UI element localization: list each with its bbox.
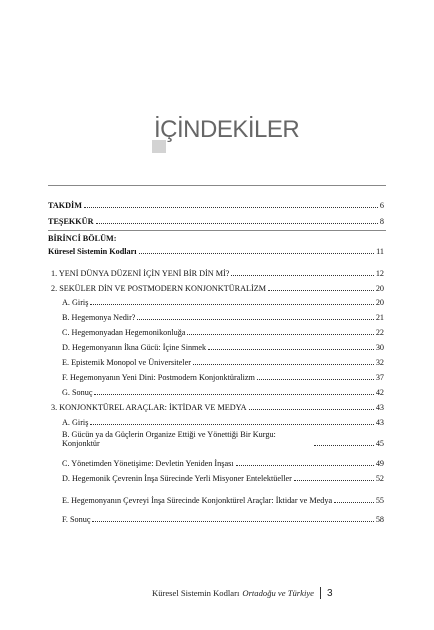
toc-item-page: 58 — [375, 515, 384, 524]
leader-dots — [249, 409, 374, 410]
leader-dots — [268, 290, 374, 291]
leader-dots — [84, 207, 378, 208]
toc-chapter-2 — [51, 279, 384, 293]
footer-subtitle: Ortadoğu ve Türkiye — [242, 588, 314, 598]
section-title-label: Küresel Sistemin Kodları — [48, 247, 137, 256]
toc-entry-tesekkur — [48, 212, 384, 226]
toc-item-page: 42 — [375, 388, 384, 397]
toc-item-page: 55 — [375, 496, 384, 505]
toc-entry-takdim — [48, 196, 384, 210]
leader-dots — [314, 445, 374, 446]
toc-chapter-3 — [51, 398, 384, 412]
toc-item-label: B. Gücün ya da Güçlerin Organize Ettiği ve Yönettiği Bir Kurgu: Konjonktür — [62, 430, 276, 448]
toc-item-label: F. Hegemonyanın Yeni Dini: Postmodern Konjonktüralizm — [62, 373, 255, 382]
page-footer — [152, 587, 377, 599]
leader-dots — [193, 364, 374, 365]
toc-entry-page: 6 — [379, 201, 384, 210]
toc-item-label: G. Sonuç — [62, 388, 93, 397]
toc-subitem — [62, 338, 384, 352]
toc-item-label: 1. YENİ DÜNYA DÜZENİ İÇİN YENİ BİR DİN Mİ? — [51, 269, 230, 278]
toc-item-label: A. Giriş — [62, 298, 89, 307]
toc-entry-label: TAKDİM — [48, 201, 82, 210]
leader-dots — [137, 319, 373, 320]
toc-item-label: A. Giriş — [62, 418, 89, 427]
toc-entry-label: TEŞEKKÜR — [48, 217, 94, 226]
toc-subitem — [62, 424, 384, 448]
leader-dots — [231, 275, 373, 276]
toc-subitem — [62, 323, 384, 337]
toc-item-page: 43 — [375, 403, 384, 412]
toc-item-page: 20 — [375, 284, 384, 293]
toc-item-page: 43 — [375, 418, 384, 427]
toc-item-label: 2. SEKÜLER DİN VE POSTMODERN KONJONKTÜRALİZM — [51, 284, 266, 293]
toc-item-page: 22 — [375, 328, 384, 337]
leader-dots — [96, 223, 378, 224]
toc-item-page: 12 — [375, 269, 384, 278]
leader-dots — [208, 349, 374, 350]
leader-dots — [334, 502, 374, 503]
toc-item-label: D. Hegemonik Çevrenin İnşa Sürecinde Yerli Misyoner Entelektüeller — [62, 474, 292, 483]
toc-item-label: E. Epistemik Monopol ve Üniversiteler — [62, 358, 191, 367]
toc-item-label: C. Yönetimden Yönetişime: Devletin Yeniden İnşası — [62, 459, 234, 468]
toc-chapter-1 — [51, 264, 384, 278]
toc-item-label: F. Sonuç — [62, 515, 91, 524]
toc-subitem — [62, 510, 384, 524]
toc-item-page: 32 — [375, 358, 384, 367]
leader-dots — [187, 334, 373, 335]
toc-subitem — [62, 353, 384, 367]
toc-entry-page: 8 — [379, 217, 384, 226]
footer-page-number: 3 — [326, 587, 333, 599]
toc-item-page: 20 — [375, 298, 384, 307]
toc-item-page: 37 — [375, 373, 384, 382]
toc-item-page: 49 — [375, 459, 384, 468]
leader-dots — [236, 465, 374, 466]
toc-subitem — [62, 454, 384, 468]
footer-book-title: Küresel Sistemin Kodları — [152, 588, 240, 598]
section-title-row — [48, 242, 384, 256]
toc-item-label: B. Hegemonya Nedir? — [62, 313, 136, 322]
footer-divider — [320, 587, 321, 599]
leader-dots — [94, 394, 373, 395]
title-block — [152, 116, 300, 156]
toc-item-label: D. Hegemonyanın İkna Gücü: İçine Sinmek — [62, 343, 207, 352]
toc-subitem — [62, 368, 384, 382]
toc-item-label: 3. KONJONKTÜREL ARAÇLAR: İKTİDAR VE MEDYA — [51, 403, 247, 412]
toc-item-label: E. Hegemonyanın Çevreyi İnşa Sürecinde Konjonktürel Araçlar: İktidar ve Medya — [62, 496, 333, 505]
leader-dots — [90, 304, 373, 305]
section-title-page: 11 — [376, 247, 384, 256]
section-heading: BİRİNCİ BÖLÜM: — [48, 234, 117, 243]
toc-subitem — [62, 293, 384, 307]
toc-subitem — [62, 383, 384, 397]
top-rule — [48, 185, 386, 186]
toc-item-page: 30 — [375, 343, 384, 352]
leader-dots — [92, 521, 373, 522]
toc-item-page: 45 — [375, 439, 384, 448]
section-rule — [48, 230, 386, 231]
toc-subitem — [62, 308, 384, 322]
leader-dots — [139, 253, 375, 254]
toc-subitem — [62, 481, 384, 505]
toc-item-page: 21 — [375, 313, 384, 322]
leader-dots — [257, 379, 374, 380]
toc-item-page: 52 — [375, 474, 384, 483]
toc-item-label: C. Hegemonyadan Hegemonikonluğa — [62, 328, 186, 337]
page-title: İÇİNDEKİLER — [154, 116, 300, 143]
